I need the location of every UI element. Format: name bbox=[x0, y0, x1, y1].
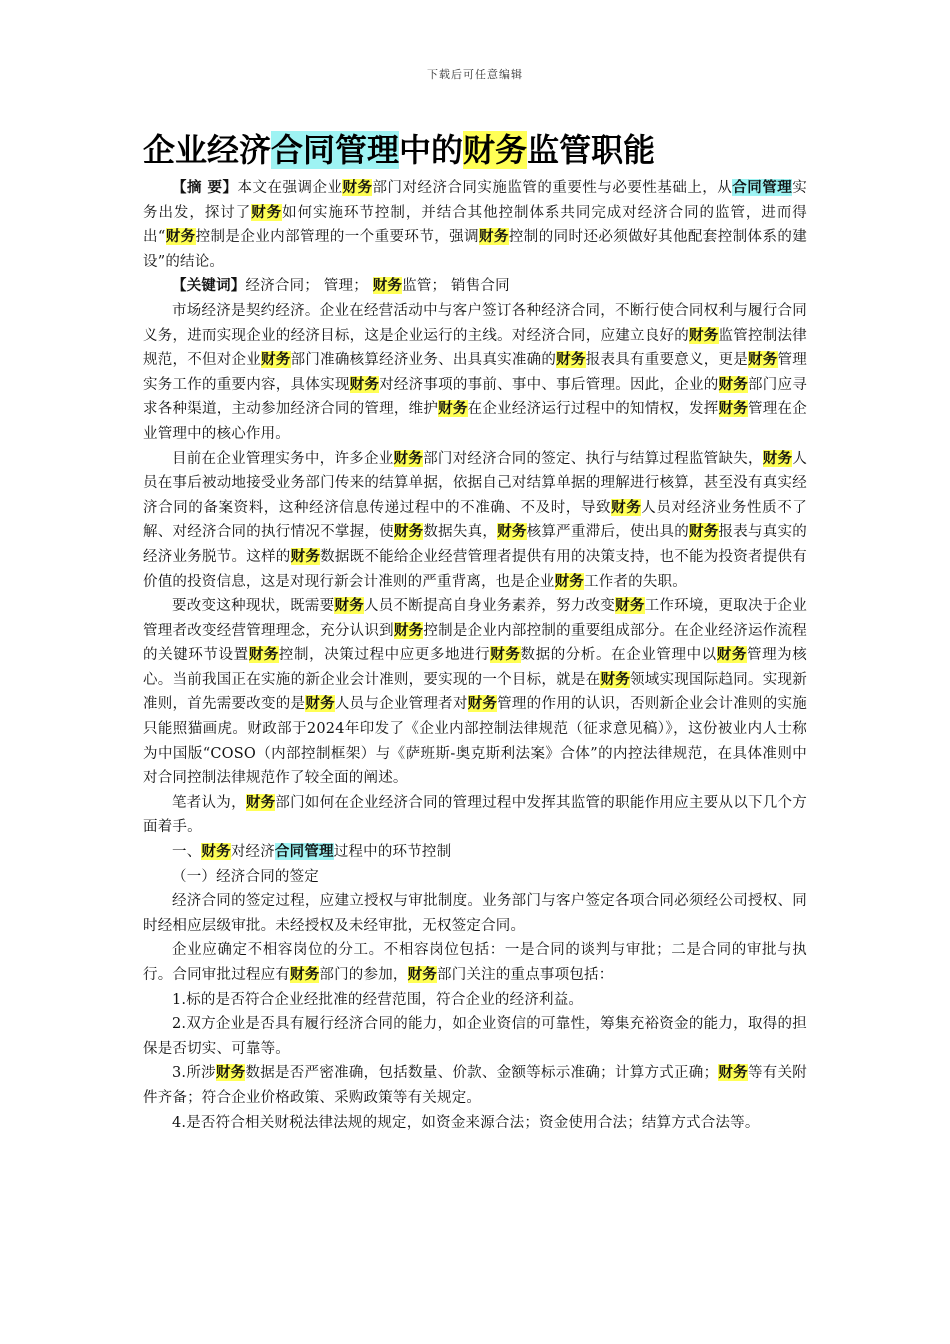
text-run: 控制的同时还必须做好其他配套控制体系的建设”的结论。 bbox=[143, 229, 807, 270]
text-run: 报表与真实的经济业务脱节。这样的 bbox=[143, 524, 807, 565]
text-run: 人员不断提高自身业务素养，努力改变 bbox=[364, 598, 616, 615]
text-run: 一、 bbox=[172, 844, 202, 861]
text-run: 4.是否符合相关财税法律法规的规定，如资金来源合法；资金使用合法；结算方式合法等。 bbox=[172, 1114, 760, 1131]
highlighted-term: 财务 bbox=[716, 646, 747, 664]
section-label: 【关键词】 bbox=[172, 277, 246, 295]
highlighted-term: 财务 bbox=[611, 498, 642, 516]
highlighted-term: 财务 bbox=[245, 793, 276, 811]
paragraph bbox=[143, 1012, 807, 1061]
text-run: 管理的作用的认识，否则新企业会计准则的实施只能照猫画虎。财政部于2024年印发了《企业内部控制法律规范（征求意见稿）》，这份被业内人士称为中国版“COSO（内部控制框架）与《萨班斯-奥克斯利法案》合体”的内控法律规范，在具体准则中对合同控制法律规范作了较全面的阐述。 bbox=[143, 696, 807, 787]
text-run: 控制，决策过程中应更多地进行 bbox=[278, 647, 491, 664]
text-run: 企业应确定不相容岗位的分工。不相容岗位包括：一是合同的谈判与审批；二是合同的审批与执行。合同审批过程应有 bbox=[143, 942, 807, 983]
text-run: 数据是否严密准确，包括数量、价款、金额等标示准确；计算方式正确； bbox=[245, 1065, 719, 1082]
paragraph bbox=[143, 791, 807, 840]
highlighted-term: 财务 bbox=[251, 203, 283, 221]
document-title bbox=[143, 128, 655, 172]
highlighted-term: 财务 bbox=[165, 228, 196, 246]
text-run: 过程中的环节控制 bbox=[333, 844, 452, 861]
text-run: 2.双方企业是否具有履行经济合同的能力，如企业资信的可靠性，筹集充裕资金的能力，取得的担保是否切实、可靠等。 bbox=[143, 1016, 807, 1057]
paragraph bbox=[143, 1061, 807, 1110]
highlighted-term: 财务 bbox=[463, 131, 528, 169]
highlighted-term: 合同管理 bbox=[271, 131, 400, 169]
text-run: 控制是企业内部控制的重要组成部分。在企业经济运作流程的关键环节设置 bbox=[143, 622, 807, 664]
paragraph bbox=[143, 889, 807, 938]
text-run: 市场经济是契约经济。企业在经营活动中与客户签订各种经济合同，不断行使合同权利与履行合同义务，进而实现企业的经济目标，这是企业运行的主线。对经济合同，应建立良好的 bbox=[143, 302, 807, 344]
text-run: 部门应寻求各种渠道，主动参加经济合同的管理，维护 bbox=[143, 376, 807, 418]
highlighted-term: 财务 bbox=[215, 1064, 246, 1082]
highlighted-term: 财务 bbox=[393, 449, 424, 467]
text-run: 3.所涉 bbox=[172, 1065, 216, 1082]
text-run: 管理在企业管理中的核心作用。 bbox=[143, 401, 807, 442]
text-run: 经济合同的签定过程，应建立授权与审批制度。业务部门与客户签定各项合同必须经公司授权、同时经相应层级审批。未经授权及未经审批，无权签定合同。 bbox=[143, 893, 807, 934]
highlighted-term: 财务 bbox=[556, 351, 586, 369]
text-run: 管理实务工作的重要内容，具体实现 bbox=[143, 352, 807, 393]
text-run: 监管控制法律规范，不但对企业 bbox=[143, 327, 807, 369]
paragraph bbox=[143, 988, 807, 1013]
highlighted-term: 财务 bbox=[718, 400, 749, 418]
text-run: 对经济事项的事前、事中、事后管理。因此，企业的 bbox=[379, 376, 719, 393]
text-run: 中的 bbox=[399, 131, 464, 169]
highlighted-term: 财务 bbox=[600, 670, 630, 688]
highlighted-term: 财务 bbox=[438, 400, 468, 418]
highlighted-term: 财务 bbox=[554, 572, 585, 590]
highlighted-term: 财务 bbox=[490, 646, 521, 664]
text-run: 工作者的失职。 bbox=[584, 573, 687, 590]
text-run: 监管； 销售合同 bbox=[402, 278, 510, 295]
highlighted-term: 财务 bbox=[748, 351, 778, 369]
text-run: 1.标的是否符合企业经批准的经营范围，符合企业的经济利益。 bbox=[172, 991, 584, 1008]
highlighted-term: 财务 bbox=[201, 843, 231, 861]
paragraph bbox=[143, 299, 807, 447]
document-body bbox=[143, 176, 807, 1135]
page-header-note: 下载后可任意编辑 bbox=[427, 68, 523, 81]
text-run: 领域实现国际趋同。实现新准则，首先需要改变的是 bbox=[143, 671, 807, 713]
text-run: 如何实施环节控制，并结合其他控制体系共同完成对经济合同的监管，进而得出“ bbox=[143, 204, 807, 246]
text-run: 部门对经济合同实施监管的重要性与必要性基础上，从 bbox=[372, 180, 733, 196]
highlighted-term: 合同管理 bbox=[732, 179, 793, 196]
highlighted-term: 财务 bbox=[342, 179, 373, 196]
highlighted-term: 财务 bbox=[248, 646, 279, 664]
text-run: 人员在事后被动地接受业务部门传来的结算单据，依据自己对结算单据的理解进行核算，甚至没有真实经济合同的备案资料，这种经济信息传递过程中的不准确、不及时，导致 bbox=[143, 450, 808, 516]
text-run: 部门关注的重点事项包括： bbox=[437, 967, 614, 983]
section-label: 【摘 要】 bbox=[172, 179, 238, 196]
highlighted-term: 财务 bbox=[479, 228, 509, 246]
text-run: 工作环境，更取决于企业管理者改变经营管理理念，充分认识到 bbox=[143, 598, 807, 639]
text-run: 部门准确核算经济业务、出具真实准确的 bbox=[290, 352, 557, 369]
highlighted-term: 财务 bbox=[689, 326, 719, 344]
text-run: 部门的参加， bbox=[319, 967, 408, 983]
text-run: 笔者认为， bbox=[172, 794, 246, 811]
highlighted-term: 合同管理 bbox=[274, 843, 334, 861]
paragraph bbox=[143, 938, 807, 987]
highlighted-term: 财务 bbox=[305, 695, 335, 713]
text-run: 管理为核心。当前我国正在实施的新企业会计准则，要实现的一个目标，就是在 bbox=[143, 647, 807, 688]
text-run: 本文在强调企业 bbox=[237, 180, 343, 196]
text-run: 数据的分析。在企业管理中以 bbox=[520, 647, 717, 664]
text-run: 核算严重滞后，使出具的 bbox=[526, 524, 689, 541]
text-run: 企业经济 bbox=[143, 131, 272, 169]
highlighted-term: 财务 bbox=[718, 375, 749, 393]
text-run: 报表具有重要意义，更是 bbox=[585, 352, 748, 369]
highlighted-term: 财务 bbox=[372, 277, 403, 295]
text-run: 对经济 bbox=[230, 844, 275, 861]
highlighted-term: 财务 bbox=[718, 1064, 748, 1082]
text-run: 数据既不能给企业经营管理者提供有用的决策支持，也不能为投资者提供有价值的投资信息，这是对现行新会计准则的严重背离，也是企业 bbox=[143, 548, 807, 590]
text-run: 部门如何在企业经济合同的管理过程中发挥其监管的职能作用应主要从以下几个方面着手。 bbox=[143, 794, 807, 836]
text-run: 要改变这种现状，既需要 bbox=[172, 598, 335, 615]
text-run: 部门对经济合同的签定、执行与结算过程监管缺失， bbox=[423, 450, 763, 467]
text-run: 经济合同； 管理； bbox=[245, 278, 373, 295]
highlighted-term: 财务 bbox=[393, 523, 424, 541]
text-run: 在企业经济运行过程中的知情权，发挥 bbox=[467, 401, 719, 418]
paragraph bbox=[143, 176, 807, 274]
highlighted-term: 财务 bbox=[615, 597, 645, 615]
paragraph bbox=[143, 594, 807, 791]
text-run: 目前在企业管理实务中，许多企业 bbox=[172, 450, 394, 467]
text-run: 数据失真， bbox=[423, 524, 498, 541]
paragraph bbox=[143, 274, 807, 299]
text-run: 人员对经济业务性质不了解、对经济合同的执行情况不掌握，使 bbox=[143, 499, 807, 541]
highlighted-term: 财务 bbox=[349, 375, 380, 393]
highlighted-term: 财务 bbox=[334, 597, 364, 615]
text-run: 监管职能 bbox=[527, 131, 656, 169]
highlighted-term: 财务 bbox=[393, 621, 424, 639]
highlighted-term: 财务 bbox=[290, 547, 321, 565]
text-run: 等有关附件齐备；符合企业价格政策、采购政策等有关规定。 bbox=[143, 1065, 807, 1106]
highlighted-term: 财务 bbox=[497, 523, 527, 541]
text-run: （一）经济合同的签定 bbox=[172, 868, 319, 885]
text-run: 人员与企业管理者对 bbox=[334, 696, 468, 713]
paragraph bbox=[143, 1111, 807, 1136]
highlighted-term: 财务 bbox=[407, 966, 438, 983]
text-run: 控制是企业内部管理的一个重要环节，强调 bbox=[195, 229, 480, 246]
paragraph bbox=[143, 447, 807, 595]
highlighted-term: 财务 bbox=[762, 449, 793, 467]
paragraph bbox=[143, 865, 807, 890]
paragraph bbox=[143, 840, 807, 865]
highlighted-term: 财务 bbox=[467, 695, 498, 713]
text-run: 实务出发，探讨了 bbox=[143, 180, 807, 221]
highlighted-term: 财务 bbox=[290, 966, 320, 983]
highlighted-term: 财务 bbox=[261, 351, 291, 369]
highlighted-term: 财务 bbox=[689, 523, 719, 541]
